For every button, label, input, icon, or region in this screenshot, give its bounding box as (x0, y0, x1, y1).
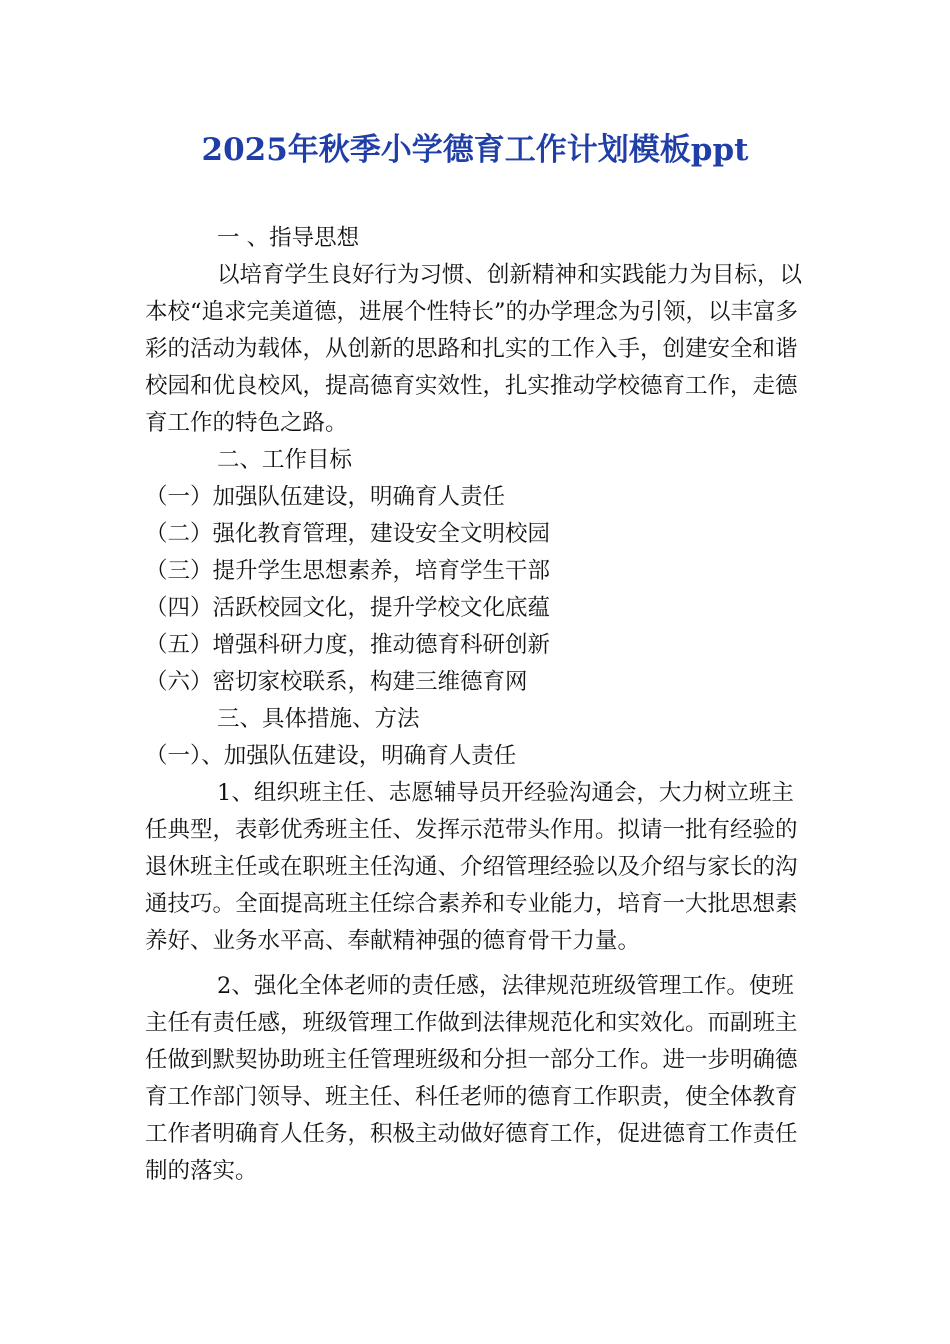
paragraph-guiding-thought: 以培育学生良好行为习惯、创新精神和实践能力为目标，以本校“追求完美道德，进展个性特长”的办学理念为引领，以丰富多彩的活动为载体，从创新的思路和扎实的工作入手，创建安全和谐校园和优良校风，提高德育实效性，扎实推动学校德育工作，走德育工作的特色之路。 (145, 262, 803, 436)
document-body (145, 220, 805, 1190)
goal-item-6: （六）密切家校联系，构建三维德育网 (145, 669, 528, 695)
goal-item-3: （三）提升学生思想素养，培育学生干部 (145, 558, 551, 584)
goal-item-5: （五）增强科研力度，推动德育科研创新 (145, 632, 551, 658)
document-title: 2025年秋季小学德育工作计划模板ppt (201, 132, 749, 168)
goal-item-1: （一）加强队伍建设，明确育人责任 (145, 484, 506, 510)
section-heading-work-goals: 二、工作目标 (217, 447, 353, 473)
paragraph-measure-2: 2、强化全体老师的责任感，法律规范班级管理工作。使班主任有责任感，班级管理工作做到法律规范化和实效化。而副班主任做到默契协助班主任管理班级和分担一部分工作。进一步明确德育工作部门领导、班主任、科任老师的德育工作职责，使全体教育工作者明确育人任务，积极主动做好德育工作，促进德育工作责任制的落实。 (145, 973, 798, 1184)
subsection-heading-team-building: （一）、加强队伍建设，明确育人责任 (145, 743, 517, 769)
section-heading-guiding-thought: 一 、指导思想 (217, 225, 360, 251)
paragraph-measure-1: 1、组织班主任、志愿辅导员开经验沟通会，大力树立班主任典型，表彰优秀班主任、发挥示范带头作用。拟请一批有经验的退休班主任或在职班主任沟通、介绍管理经验以及介绍与家长的沟通技巧。全面提高班主任综合素养和专业能力，培育一大批思想素养好、业务水平高、奉献精神强的德育骨干力量。 (145, 780, 798, 954)
goal-item-2: （二）强化教育管理，建设安全文明校园 (145, 521, 551, 547)
goal-item-4: （四）活跃校园文化，提升学校文化底蕴 (145, 595, 551, 621)
section-heading-measures: 三、具体措施、方法 (217, 706, 420, 732)
